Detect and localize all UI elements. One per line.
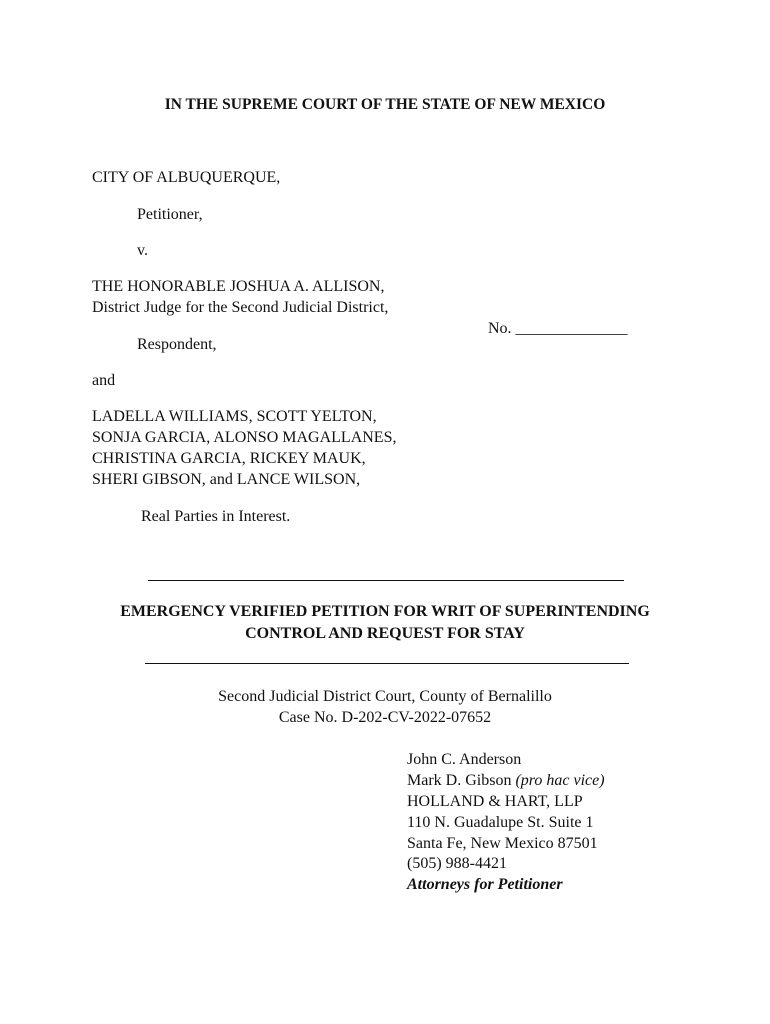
real-party-line: SHERI GIBSON, and LANCE WILSON, — [92, 471, 361, 488]
firm-phone: (505) 988-4421 — [407, 855, 507, 872]
real-party-line: CHRISTINA GARCIA, RICKEY MAUK, — [92, 450, 366, 467]
petitioner-name: CITY OF ALBUQUERQUE, — [92, 169, 281, 186]
attorney-name-line — [407, 770, 605, 791]
real-party-line: SONJA GARCIA, ALONSO MAGALLANES, — [92, 429, 397, 446]
title-bottom-rule — [145, 663, 629, 664]
pro-hac-vice-note: (pro hac vice) — [515, 772, 605, 789]
court-heading: IN THE SUPREME COURT OF THE STATE OF NEW MEXICO — [164, 96, 606, 113]
lower-court-case-number: Case No. D-202-CV-2022-07652 — [278, 709, 492, 726]
law-firm-name: HOLLAND & HART, LLP — [407, 793, 583, 810]
firm-address-city: Santa Fe, New Mexico 87501 — [407, 835, 598, 852]
conjunction-and: and — [92, 372, 116, 389]
petitioner-role: Petitioner, — [137, 206, 203, 223]
firm-address-street: 110 N. Guadalupe St. Suite 1 — [407, 814, 594, 831]
counsel-role: Attorneys for Petitioner — [407, 876, 563, 893]
real-party-line: LADELLA WILLIAMS, SCOTT YELTON, — [92, 408, 377, 425]
respondent-title: District Judge for the Second Judicial District, — [92, 299, 389, 316]
title-top-rule — [148, 580, 624, 581]
attorney-name: Mark D. Gibson — [407, 772, 512, 789]
real-parties-role: Real Parties in Interest. — [141, 508, 291, 525]
document-title-line2: CONTROL AND REQUEST FOR STAY — [245, 625, 525, 642]
respondent-role: Respondent, — [137, 336, 217, 353]
versus-label: v. — [137, 242, 148, 259]
respondent-name: THE HONORABLE JOSHUA A. ALLISON, — [92, 278, 385, 295]
lower-court-name: Second Judicial District Court, County of Bernalillo — [218, 688, 552, 705]
case-number-label: No. ______________ — [488, 320, 628, 337]
attorney-name: John C. Anderson — [407, 751, 522, 768]
document-title-line1: EMERGENCY VERIFIED PETITION FOR WRIT OF SUPERINTENDING — [120, 603, 650, 620]
